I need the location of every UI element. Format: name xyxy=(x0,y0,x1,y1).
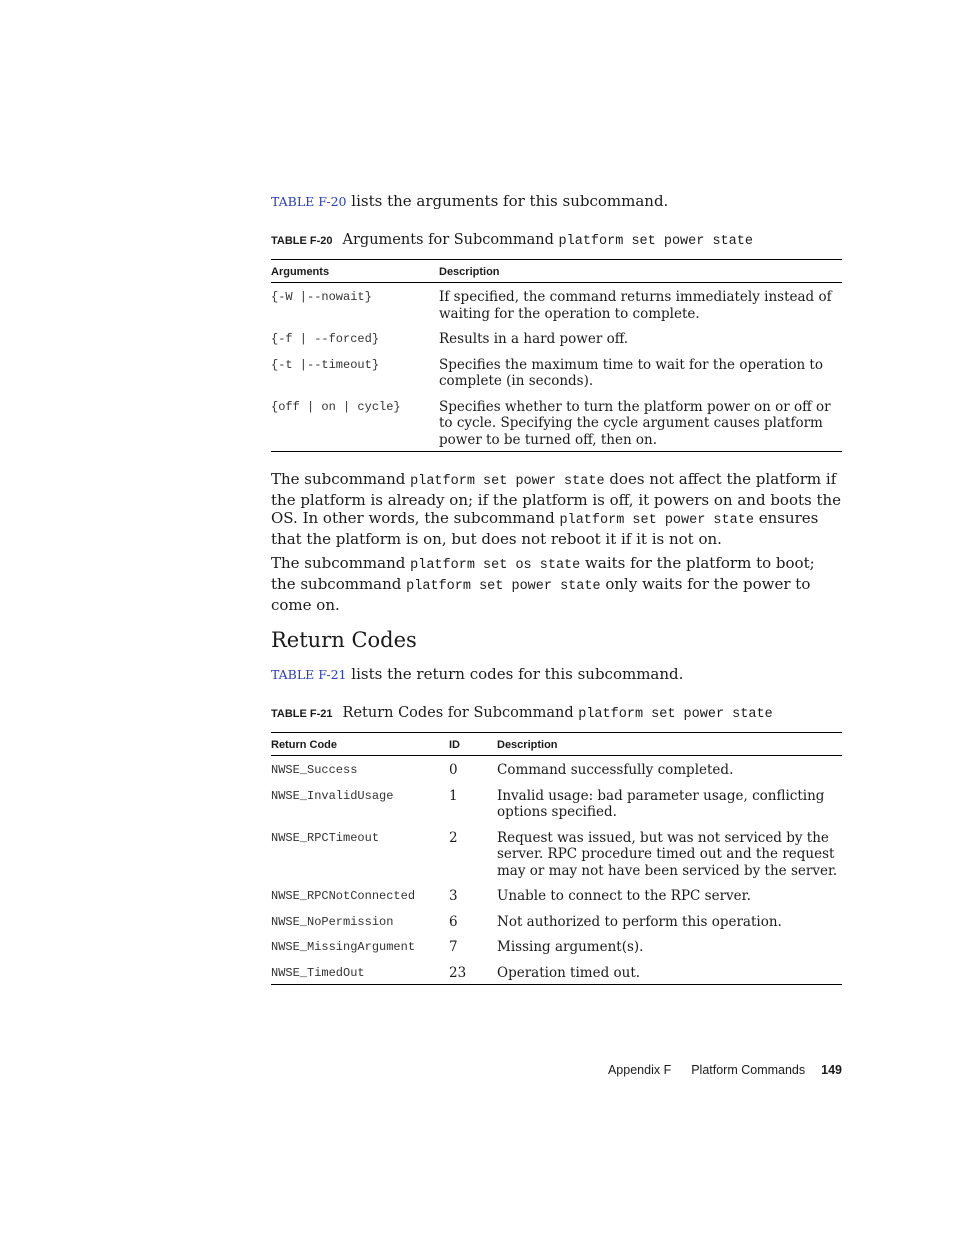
table-f21-caption xyxy=(271,705,842,722)
section-heading: Return Codes xyxy=(271,628,417,652)
id-cell: 0 xyxy=(449,762,458,778)
return-code-cell: NWSE_NoPermission xyxy=(271,914,394,929)
table-row xyxy=(271,914,842,940)
table-row xyxy=(271,888,842,914)
table-row xyxy=(271,399,842,452)
argument-cell: {-t |--timeout} xyxy=(271,357,380,372)
return-code-cell: NWSE_TimedOut xyxy=(271,965,449,985)
description-cell: Missing argument(s). xyxy=(497,939,644,955)
table-row xyxy=(271,965,842,985)
inline-code: platform set os state xyxy=(410,558,581,573)
text: ensures that the platform is on, but does not reboot it if it is not on. xyxy=(271,509,819,548)
footer-appendix: Appendix F xyxy=(607,1063,672,1077)
description-cell: Invalid usage: bad parameter usage, conflicting options specified. xyxy=(497,787,825,820)
intro-text: lists the arguments for this subcommand. xyxy=(346,192,669,210)
column-header-return-code: Return Code xyxy=(271,733,449,756)
text: does not affect the platform if the platform is already on; if the platform is off, it powers on and boots the OS. In other words, the subcommand xyxy=(271,470,842,527)
footer-chapter: Platform Commands xyxy=(691,1063,806,1077)
inline-code: platform set power state xyxy=(406,579,601,594)
column-header-arguments: Arguments xyxy=(271,260,439,283)
id-cell: 2 xyxy=(449,829,458,846)
return-code-cell: NWSE_RPCTimeout xyxy=(271,830,380,845)
column-header-id: ID xyxy=(449,733,497,756)
column-header-description: Description xyxy=(497,733,842,756)
return-code-cell: NWSE_MissingArgument xyxy=(271,940,416,954)
description-cell: Command successfully completed. xyxy=(497,762,734,778)
return-code-cell: NWSE_Success xyxy=(271,763,358,777)
table-title-code: platform set power state xyxy=(558,234,753,249)
text: The subcommand xyxy=(271,470,411,488)
text: The subcommand xyxy=(271,554,411,572)
argument-cell: {-W |--nowait} xyxy=(271,290,372,304)
table-f20-link[interactable]: TABLE F-20 xyxy=(271,194,347,209)
table-label: TABLE F-21 xyxy=(271,708,333,720)
paragraph-os-state xyxy=(271,554,842,614)
argument-cell: {off | on | cycle} xyxy=(271,399,439,452)
intro-text: lists the return codes for this subcommand. xyxy=(346,665,684,683)
table-row xyxy=(271,283,842,332)
paragraph-power-state xyxy=(271,470,842,548)
description-cell: Operation timed out. xyxy=(497,965,842,985)
column-header-description: Description xyxy=(439,260,842,283)
description-cell: Request was issued, but was not serviced by the server. RPC procedure timed out and the request may or may not have been serviced by the server. xyxy=(497,829,838,879)
table-row xyxy=(271,357,842,399)
table-header-row xyxy=(271,260,842,283)
description-cell: Results in a hard power off. xyxy=(439,331,629,347)
description-cell: Specifies whether to turn the platform power on or off or to cycle. Specifying the cycle argument causes platform power to be turned off, then on. xyxy=(439,399,842,452)
table-f21-intro xyxy=(271,665,842,684)
table-f21 xyxy=(271,732,842,985)
id-cell: 1 xyxy=(449,787,458,804)
table-f20-caption xyxy=(271,232,842,249)
table-title-code: platform set power state xyxy=(578,707,773,722)
table-row xyxy=(271,830,842,889)
table-row xyxy=(271,788,842,830)
id-cell: 23 xyxy=(449,965,497,985)
table-f20-intro xyxy=(271,192,842,211)
text: only waits for the power to come on. xyxy=(271,575,811,614)
id-cell: 3 xyxy=(449,888,458,904)
table-row xyxy=(271,939,842,965)
description-cell: Unable to connect to the RPC server. xyxy=(497,888,751,904)
id-cell: 7 xyxy=(449,939,458,955)
table-label: TABLE F-20 xyxy=(271,235,333,247)
table-header-row xyxy=(271,733,842,756)
page-number: 149 xyxy=(821,1063,842,1077)
description-cell: Specifies the maximum time to wait for the operation to complete (in seconds). xyxy=(439,356,823,389)
text: waits for the platform to boot; the subcommand xyxy=(271,554,815,593)
description-cell: If specified, the command returns immediately instead of waiting for the operation to complete. xyxy=(439,289,832,322)
description-cell: Not authorized to perform this operation. xyxy=(497,913,782,930)
table-row xyxy=(271,756,842,788)
table-title: Arguments for Subcommand xyxy=(342,232,559,248)
table-title: Return Codes for Subcommand xyxy=(342,705,579,721)
table-f20 xyxy=(271,259,842,452)
page-footer xyxy=(588,1063,842,1077)
inline-code: platform set power state xyxy=(559,513,754,528)
inline-code: platform set power state xyxy=(410,474,605,489)
argument-cell: {-f | --forced} xyxy=(271,332,380,346)
table-f21-link[interactable]: TABLE F-21 xyxy=(271,667,347,682)
return-code-cell: NWSE_RPCNotConnected xyxy=(271,889,416,903)
return-code-cell: NWSE_InvalidUsage xyxy=(271,788,394,803)
table-row xyxy=(271,331,842,357)
id-cell: 6 xyxy=(449,913,458,930)
